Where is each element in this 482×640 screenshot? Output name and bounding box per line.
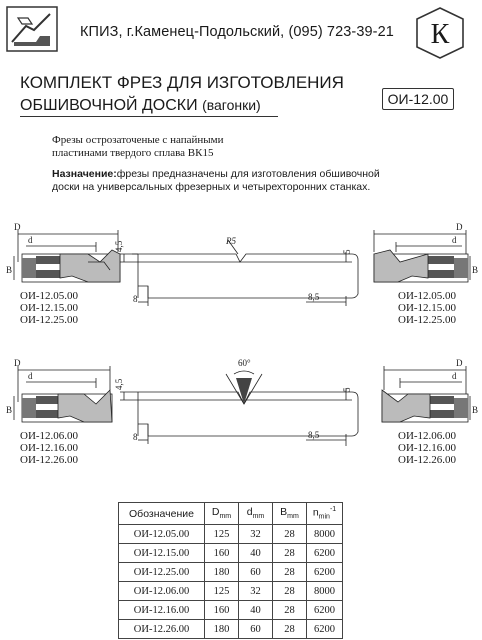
dim-d-label: d (452, 371, 457, 381)
header-D-text: D (211, 506, 220, 519)
logo-letter: К (430, 19, 450, 50)
board-profile-top (114, 236, 358, 306)
title-line-2-paren: (вагонки) (202, 97, 261, 113)
cell-n: 6200 (307, 544, 343, 563)
header-D (205, 503, 239, 525)
cutter-code: ОИ-12.05.00 (20, 290, 79, 302)
cell-d: 60 (239, 563, 273, 582)
cutter-code: ОИ-12.16.00 (20, 442, 79, 454)
cell-d: 32 (239, 582, 273, 601)
dim-5-label: 5 (342, 387, 352, 392)
cell-designation: ОИ-12.15.00 (119, 544, 205, 563)
spec-table (118, 502, 343, 639)
cutter-drawing-bottom-left (6, 358, 112, 422)
cell-n: 8000 (307, 525, 343, 544)
cell-d: 60 (239, 620, 273, 639)
title-line-1: КОМПЛЕКТ ФРЕЗ ДЛЯ ИЗГОТОВЛЕНИЯ (20, 73, 344, 92)
dim-D-label: D (456, 358, 463, 368)
dim-D-label: D (456, 222, 463, 232)
table-row (119, 525, 343, 544)
dim-4-5-label: 4,5 (114, 378, 124, 390)
dim-D-label: D (14, 358, 21, 368)
cutter-code: ОИ-12.25.00 (398, 314, 457, 326)
dim-8-label: 8 (133, 432, 138, 442)
cutter-code: ОИ-12.25.00 (20, 314, 79, 326)
cutter-code: ОИ-12.16.00 (398, 442, 457, 454)
cell-D: 125 (205, 582, 239, 601)
cutter-code: ОИ-12.15.00 (398, 302, 457, 314)
dim-8-5-label: 8,5 (308, 292, 320, 302)
cutter-set-top-left (20, 290, 78, 326)
dim-d-label: d (452, 235, 457, 245)
header-designation: Обозначение (119, 503, 205, 525)
angle-label: 60° (238, 358, 251, 368)
cutter-code: ОИ-12.15.00 (20, 302, 79, 314)
header-B-text: B (280, 506, 288, 519)
dim-d-label: d (28, 235, 33, 245)
table-row (119, 582, 343, 601)
table-row (119, 544, 343, 563)
dim-8-label: 8 (133, 294, 138, 304)
cell-designation: ОИ-12.06.00 (119, 582, 205, 601)
cell-B: 28 (273, 563, 307, 582)
company-header: КПИЗ, г.Каменец-Подольский, (095) 723-39-21 (80, 24, 394, 40)
cell-D: 180 (205, 620, 239, 639)
dim-B-label: B (472, 265, 479, 275)
header-d-text: d (246, 506, 253, 519)
header-B-unit: mm (287, 513, 299, 521)
cell-designation: ОИ-12.16.00 (119, 601, 205, 620)
header-n (307, 503, 343, 525)
cutter-drawing-top-right (374, 222, 478, 282)
purpose-label: Назначение: (52, 168, 117, 180)
dim-B-label: B (6, 405, 13, 415)
title-line-2-main: ОБШИВОЧНОЙ ДОСКИ (20, 97, 198, 114)
board-profile-bottom (114, 358, 358, 446)
cell-B: 28 (273, 544, 307, 563)
dim-D-label: D (14, 222, 21, 232)
cell-B: 28 (273, 601, 307, 620)
table-row (119, 620, 343, 639)
table-row (119, 563, 343, 582)
header-d-unit: mm (252, 513, 265, 521)
cell-B: 28 (273, 620, 307, 639)
cell-d: 40 (239, 544, 273, 563)
cutter-code: ОИ-12.06.00 (398, 430, 457, 442)
cutter-code: ОИ-12.06.00 (20, 430, 79, 442)
cutter-set-bottom-right (398, 430, 456, 466)
cell-n: 6200 (307, 620, 343, 639)
dim-8-5-label: 8,5 (308, 430, 320, 440)
header-D-unit: mm (219, 513, 232, 521)
dim-B-label: B (6, 265, 13, 275)
cell-n: 8000 (307, 582, 343, 601)
header-n-unit: min (318, 513, 330, 521)
cell-D: 125 (205, 525, 239, 544)
cell-B: 28 (273, 582, 307, 601)
cell-B: 28 (273, 525, 307, 544)
cell-designation: ОИ-12.05.00 (119, 525, 205, 544)
table-row (119, 601, 343, 620)
purpose-body: фрезы предназначены для изготовления обшивочной доски на универсальных фрезерных и четырехторонних станках. (52, 168, 380, 193)
cell-d: 40 (239, 601, 273, 620)
product-code: ОИ-12.00 (382, 88, 454, 110)
cutter-code: ОИ-12.05.00 (398, 290, 457, 302)
dim-B-label: B (472, 405, 479, 415)
cell-d: 32 (239, 525, 273, 544)
dim-R-label: R5 (226, 236, 236, 246)
cell-designation: ОИ-12.26.00 (119, 620, 205, 639)
cutter-drawing-bottom-right (382, 358, 478, 422)
cell-n: 6200 (307, 601, 343, 620)
cell-n: 6200 (307, 563, 343, 582)
table-header-row (119, 503, 343, 525)
header-n-text: n (312, 506, 319, 519)
cell-D: 180 (205, 563, 239, 582)
cutter-code: ОИ-12.26.00 (20, 454, 79, 466)
cutter-code: ОИ-12.26.00 (398, 454, 457, 466)
dim-5-label: 5 (342, 249, 352, 254)
cell-D: 160 (205, 544, 239, 563)
cutter-drawing-top-left (6, 222, 120, 282)
cell-designation: ОИ-12.25.00 (119, 563, 205, 582)
cutter-set-top-right (398, 290, 456, 326)
dim-d-label: d (28, 371, 33, 381)
dim-4-5-label: 4,5 (114, 240, 124, 252)
cutter-set-bottom-left (20, 430, 78, 466)
header-n-exp: -1 (329, 506, 337, 514)
cell-D: 160 (205, 601, 239, 620)
description-line-1: Фрезы острозаточеные с напайными (52, 134, 224, 146)
header-d (239, 503, 273, 525)
header-B (273, 503, 307, 525)
description-line-2: пластинами твердого сплава ВК15 (52, 147, 214, 159)
